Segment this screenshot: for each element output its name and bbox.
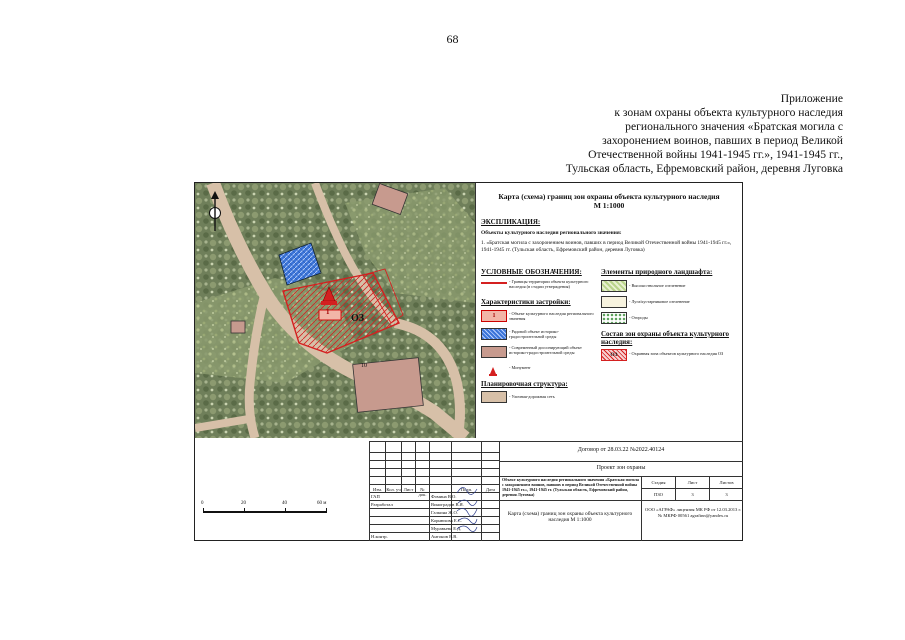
legend-label: - Монумент <box>509 365 531 370</box>
planning-heading: Планировочная структура: <box>481 380 568 388</box>
person-name: Фомина В.О. <box>431 494 457 499</box>
page-number: 68 <box>446 32 459 46</box>
legend-label: - Огороды <box>629 315 648 320</box>
boundary-line-icon <box>481 282 507 284</box>
appendix-line: регионального значения «Братская могила с <box>625 120 843 133</box>
legend-label: - Высокоствольное озеленение <box>629 283 686 288</box>
stage-header: Листов <box>719 480 734 485</box>
map-title-line: Карта (схема) границ зон охраны объекта культурного наследия <box>498 192 720 201</box>
appendix-line: Приложение <box>780 92 843 105</box>
map-title <box>475 192 743 210</box>
symbols-heading: УСЛОВНЫЕ ОБОЗНАЧЕНИЯ: <box>481 268 582 276</box>
person-name: Муравьева Е.Д. <box>431 526 462 531</box>
person-name: Виноградов В.Я. <box>431 502 464 507</box>
appendix-line: Отечественной войны 1941-1945 гг.», 1941-1945 гг., <box>588 148 843 161</box>
map-graphic <box>195 183 475 438</box>
person-name: Корнюхова Е.С. <box>431 518 463 523</box>
appendix-line: захоронением воинов, павших в период Великой <box>602 134 843 147</box>
stage-header: Лист <box>687 480 698 485</box>
protection-zone-icon <box>601 349 627 361</box>
map-scale-line: М 1:1000 <box>593 201 625 210</box>
contract-number: Договор от 28.03.22 №2022.40124 <box>577 447 665 453</box>
role-label: Разработал <box>371 502 393 507</box>
col-header: Дата <box>485 487 496 492</box>
legend-label: - Объект культурного наследия регионального значения <box>509 311 594 322</box>
col-header: Кол. уч <box>386 487 401 492</box>
appendix-line: Тульская область, Ефремовский район, деревня Луговка <box>565 162 843 175</box>
scale-tick <box>285 508 286 513</box>
stage-value: 3 <box>691 492 694 497</box>
object-description-stamp: Объект культурного наследия регионального значения «Братская могила с захоронением воинов, павших в период Великой Отечественной войны 1941-1945 гг.», 1941-1945 гг. (Тульская область, Ефремовский район, деревня Луговка) <box>502 477 639 497</box>
legend-panel <box>475 183 743 445</box>
scale-tick-label: 40 <box>282 501 287 506</box>
modern-building-icon <box>481 346 507 358</box>
zones-heading: Состав зон охраны объекта культурного наследия: <box>601 330 729 346</box>
col-header: № док. <box>418 487 427 498</box>
protection-zone-symbol: ОЗ <box>610 352 618 358</box>
sheet-title: Карта (схема) границ зон охраны объекта культурного наследия М 1:1000 <box>507 511 633 524</box>
road-network-icon <box>481 391 507 403</box>
scale-tick <box>326 508 327 513</box>
role-label: ГАП <box>371 494 380 499</box>
heritage-object-symbol: 1 <box>492 313 496 319</box>
house-number-label: 10 <box>361 363 367 369</box>
monument-icon <box>488 363 498 373</box>
map-sheet <box>194 182 743 541</box>
meadow-icon <box>601 296 627 308</box>
person-name: Антонов В.В. <box>431 534 458 539</box>
zone-label: ОЗ <box>351 313 365 324</box>
appendix-caption <box>483 92 843 176</box>
explication-heading: ЭКСПЛИКАЦИЯ: <box>481 218 541 226</box>
appendix-line: к зонам охраны объекта культурного наследия <box>614 106 843 119</box>
legend-label: - Уличная-дорожная сеть <box>509 394 555 399</box>
satellite-map <box>195 183 476 438</box>
scale-tick-label: 20 <box>241 501 246 506</box>
col-header: Изм. <box>372 487 383 492</box>
title-block <box>369 441 743 541</box>
scale-tick <box>203 508 204 513</box>
stage-header: Стадия <box>651 480 666 485</box>
ordinary-object-icon <box>481 328 507 340</box>
stage-value: 3 <box>725 492 728 497</box>
scale-bar-line <box>203 511 327 513</box>
legend-label: - Современный диссонирующий объект историко-градостроительной среды <box>509 345 582 356</box>
boundary-label: - Границы территории объекта культурного наследия (в стадии утверждения) <box>509 279 589 290</box>
building-heading: Характеристики застройки: <box>481 298 571 306</box>
tall-greenery-icon <box>601 280 627 292</box>
role-label: Н.контр. <box>371 534 388 539</box>
scale-tick-label: 60 м <box>317 501 327 506</box>
col-header: Лист <box>403 487 414 492</box>
object-description: 1. «Братская могила с захоронением воинов, павших в период Великой Отечественной войны 1941-1945 гг.», 1941-1945 гг. (Тульская область, Ефремовский район, деревня Луговка) <box>481 240 732 253</box>
garden-icon <box>601 312 627 324</box>
person-name: Галкина Ж.О. <box>431 510 458 515</box>
signatures-image <box>455 479 479 539</box>
heritage-object-icon <box>481 310 507 322</box>
legend-label: - Рядовой объект историко-градостроительной среды <box>509 329 559 340</box>
stage-value: ПЗО <box>654 492 663 497</box>
col-header: Подп. <box>460 487 473 492</box>
legend-label: - Охранная зона объектов культурного наследия ОЗ <box>629 351 724 356</box>
nature-heading: Элементы природного ландшафта: <box>601 268 713 276</box>
scale-tick-label: 0 <box>201 501 204 506</box>
legend-label: - Луга/кустарниковое озеленение <box>629 299 690 304</box>
object-number-label: 1 <box>326 308 330 316</box>
scale-tick <box>244 508 245 513</box>
project-name: Проект зон охраны <box>596 465 646 471</box>
organization-info: ООО «АГРАФ» лицензия МК РФ от 12.03.2013 г. № МКРФ 00561 agrafinn@yandex.ru <box>645 507 741 518</box>
objects-heading: Объекты культурного наследия регионального значения: <box>481 230 622 236</box>
